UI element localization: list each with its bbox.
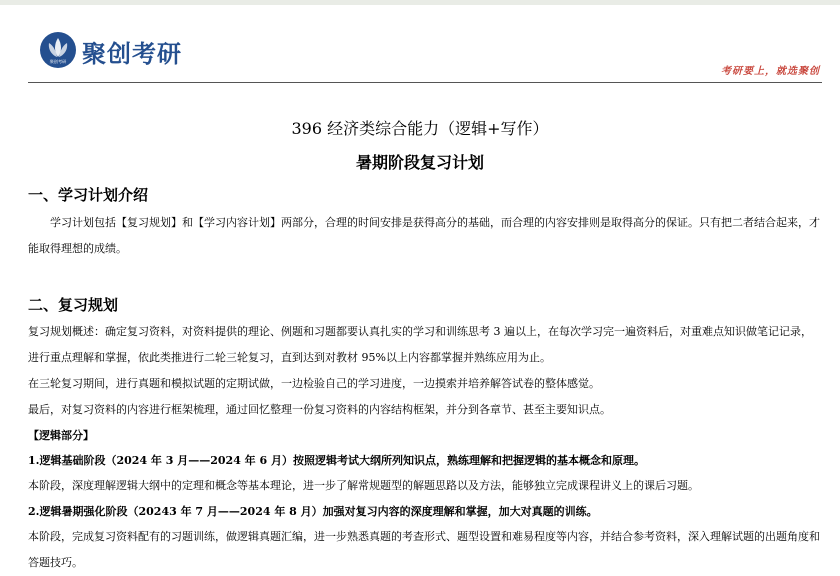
lotus-icon — [40, 32, 76, 68]
logic-stage1-text: 本阶段，深度理解逻辑大纲中的定理和概念等基本理论，进一步了解常规题型的解题思路以及方法，能够独立完成课程讲义上的课后习题。 — [28, 479, 699, 492]
logic-stage1-heading: 1.逻辑基础阶段（2024 年 3 月——2024 年 6 月）按照逻辑考试大纲所列知识点，熟练理解和把握逻辑的基本概念和原理。 — [28, 454, 645, 467]
document-subtitle: 暑期阶段复习计划 — [355, 153, 484, 172]
section1-heading: 一、学习计划介绍 — [28, 186, 149, 204]
section2-heading: 二、复习规划 — [28, 296, 119, 314]
header-slogan: 考研要上，就选聚创 — [721, 66, 820, 77]
logic-stage2-text: 本阶段，完成复习资料配有的习题训练，做逻辑真题汇编，进一步熟悉真题的考查形式、题型设置和难易程度等内容，并结合参考资料，深入理解试题的出题角度和答题技巧。 — [28, 530, 820, 569]
section2-paragraph-2: 在三轮复习期间，进行真题和模拟试题的定期试做，一边检验自己的学习进度，一边摸索并培养解答试卷的整体感觉。 — [28, 377, 600, 390]
logo-emblem — [40, 32, 76, 68]
logo-small-text: 聚创考研 — [49, 59, 67, 64]
top-strip — [0, 0, 840, 5]
brand-name: 聚创考研 — [82, 40, 182, 68]
logic-stage2-heading: 2.逻辑暑期强化阶段（20243 年 7 月——2024 年 8 月）加强对复习内容的深度理解和掌握，加大对真题的训练。 — [28, 505, 598, 518]
section1-paragraph: 学习计划包括【复习规划】和【学习内容计划】两部分，合理的时间安排是获得高分的基础，而合理的内容安排则是取得高分的保证。只有把二者结合起来，才能取得理想的成绩。 — [28, 216, 820, 255]
logic-part-label: 【逻辑部分】 — [28, 429, 94, 442]
page-header — [28, 24, 822, 83]
document-title: 396 经济类综合能力（逻辑+写作） — [291, 119, 549, 138]
section2-paragraph-3: 最后，对复习资料的内容进行框架梳理，通过回忆整理一份复习资料的内容结构框架，并分到各章节、甚至主要知识点。 — [28, 403, 611, 416]
section2-overview: 复习规划概述：确定复习资料，对资料提供的理论、例题和习题都要认真扎实的学习和训练思考 3 遍以上，在每次学习完一遍资料后，对重难点知识做笔记记录，进行重点理解和掌握，依此类推进行二轮三轮复习，直到达到对教材 95%以上内容都掌握并熟练应用为止。 — [28, 325, 812, 364]
